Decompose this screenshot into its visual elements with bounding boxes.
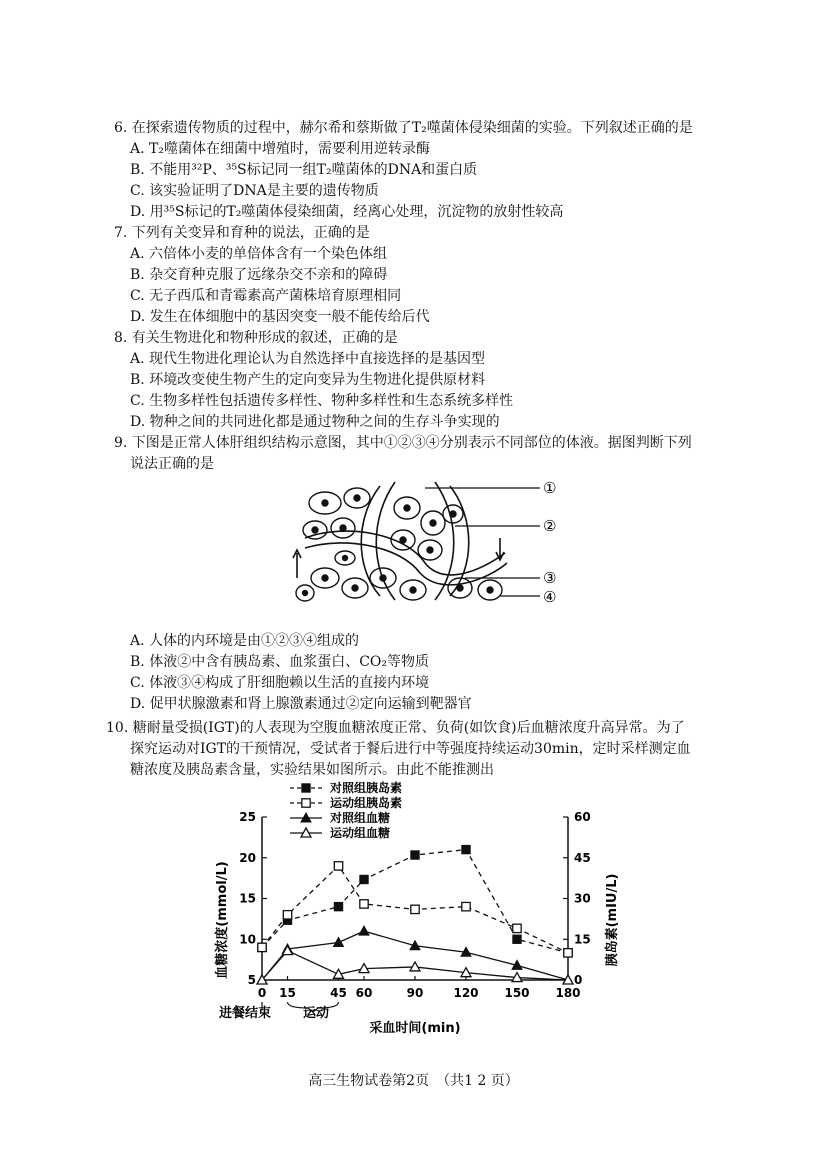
series-2-point xyxy=(360,900,368,908)
question-8-option-a: A. 现代生物进化理论认为自然选择中直接选择的是基因型 xyxy=(130,351,486,367)
diagram-label-4: ④ xyxy=(543,588,557,606)
x-tick-label: 60 xyxy=(355,986,373,1000)
legend-label-4: 运动组血糖 xyxy=(330,826,391,840)
legend-label-3: 对照组血糖 xyxy=(330,811,391,825)
question-6-option-d: D. 用³⁵S标记的T₂噬菌体侵染细菌，经离心处理，沉淀物的放射性较高 xyxy=(130,204,564,220)
x-tick-label: 15 xyxy=(279,986,296,1000)
question-9-option-b: B. 体液②中含有胰岛素、血浆蛋白、CO₂等物质 xyxy=(130,654,429,670)
series-3-point xyxy=(359,926,369,935)
chart-series xyxy=(257,845,573,984)
diagram-label-1: ① xyxy=(543,479,557,497)
glucose-insulin-chart xyxy=(200,780,630,1045)
series-3 xyxy=(257,926,573,984)
question-8-option-d: D. 物种之间的共同进化都是通过物种之间的生存斗争实现的 xyxy=(130,414,500,430)
series-2-point xyxy=(564,949,572,957)
y-right-tick-label: 60 xyxy=(574,810,591,824)
series-1-line xyxy=(262,850,568,953)
series-2-point xyxy=(513,924,521,932)
y-left-tick-label: 25 xyxy=(239,810,256,824)
x-tick-label: 180 xyxy=(555,986,581,1000)
y-right-tick-label: 15 xyxy=(574,932,591,947)
legend-marker-1 xyxy=(302,784,310,792)
series-1-point xyxy=(411,851,419,859)
question-10-stem-cont2: 糖浓度及胰岛素含量，实验结果如图所示。由此不能推测出 xyxy=(130,762,494,778)
question-10-stem: 10. 糖耐量受损(IGT)的人表现为空腹血糖浓度正常、负荷(如饮食)后血糖浓度升高异常。为了 xyxy=(106,720,685,736)
question-7-option-c: C. 无子西瓜和青霉素高产菌株培育原理相同 xyxy=(130,288,402,304)
question-9-option-d: D. 促甲状腺激素和肾上腺激素通过②定向运输到靶器官 xyxy=(130,696,472,712)
question-7-option-d: D. 发生在体细胞中的基因突变一般不能传给后代 xyxy=(130,309,430,325)
question-9-option-c: C. 体液③④构成了肝细胞赖以生活的直接内环境 xyxy=(130,675,430,691)
page-footer: 高三生物试卷第2页 （共1 2 页） xyxy=(308,1073,519,1089)
y-left-tick-label: 5 xyxy=(247,973,256,987)
question-10-stem-cont: 探究运动对IGT的干预情况，受试者于餐后进行中等强度持续运动30min，定时采样测定血 xyxy=(130,741,691,757)
y-right-tick-label: 45 xyxy=(574,850,591,865)
legend-label-2: 运动组胰岛素 xyxy=(330,796,403,810)
question-6-stem: 6. 在探索遗传物质的过程中，赫尔希和蔡斯做了T₂噬菌体侵染细菌的实验。下列叙述正确的是 xyxy=(114,120,693,136)
x-tick-label: 120 xyxy=(453,986,479,1000)
series-1-point xyxy=(462,845,470,853)
question-8-option-b: B. 环境改变使生物产生的定向变异为生物进化提供原材料 xyxy=(130,372,486,388)
y-left-tick-label: 20 xyxy=(239,850,256,865)
y-left-tick-label: 10 xyxy=(239,932,256,947)
diagram-label-2: ② xyxy=(543,517,557,535)
y-left-tick-label: 15 xyxy=(239,891,256,906)
series-2-point xyxy=(411,905,419,913)
legend-marker-2 xyxy=(302,799,310,807)
y-axis-left-label: 血糖浓度(mmol/L) xyxy=(215,861,230,979)
x-tick-label: 90 xyxy=(406,986,424,1000)
x-axis-label: 采血时间(min) xyxy=(369,1021,461,1036)
diagram-label-3: ③ xyxy=(543,569,557,587)
question-6-option-b: B. 不能用³²P、³⁵S标记同一组T₂噬菌体的DNA和蛋白质 xyxy=(130,162,478,178)
question-9-stem-cont: 说法正确的是 xyxy=(130,456,214,472)
y-right-tick-label: 30 xyxy=(574,891,591,906)
series-2-point xyxy=(258,943,266,951)
question-7-option-a: A. 六倍体小麦的单倍体含有一个染色体组 xyxy=(130,246,388,262)
series-3-line xyxy=(262,931,568,980)
x-tick-label: 150 xyxy=(504,986,530,1000)
series-2-point xyxy=(334,862,342,870)
legend-label-1: 对照组胰岛素 xyxy=(330,781,403,795)
question-8-stem: 8. 有关生物进化和物种形成的叙述，正确的是 xyxy=(114,330,398,346)
question-7-option-b: B. 杂交育种克服了远缘杂交不亲和的障碍 xyxy=(130,267,388,283)
question-8-option-c: C. 生物多样性包括遗传多样性、物种多样性和生态系统多样性 xyxy=(130,393,514,409)
question-6-option-a: A. T₂噬菌体在细菌中增殖时，需要利用逆转录酶 xyxy=(130,141,430,157)
liver-tissue-diagram xyxy=(285,478,585,618)
series-1-point xyxy=(360,875,368,883)
x-tick-label: 0 xyxy=(257,986,267,1000)
x-tick-label: 45 xyxy=(330,986,347,1000)
series-1-point xyxy=(513,935,521,943)
chart-legend xyxy=(290,780,402,840)
series-3-point xyxy=(334,938,344,947)
series-2-point xyxy=(283,911,291,919)
question-6-option-c: C. 该实验证明了DNA是主要的遗传物质 xyxy=(130,183,379,199)
question-9-stem: 9. 下图是正常人体肝组织结构示意图，其中①②③④分别表示不同部位的体液。据图判断下列 xyxy=(114,435,692,451)
annotation-exercise: 运动 xyxy=(302,1006,330,1021)
y-axis-right-label: 胰岛素(mIU/L) xyxy=(605,873,620,967)
series-1-point xyxy=(334,902,342,910)
annotation-meal-end: 进餐结束 xyxy=(218,1006,272,1021)
question-9-option-a: A. 人体的内环境是由①②③④组成的 xyxy=(130,633,360,649)
series-2-point xyxy=(462,902,470,910)
question-7-stem: 7. 下列有关变异和育种的说法，正确的是 xyxy=(114,225,370,241)
y-right-tick-label: 0 xyxy=(574,973,583,987)
